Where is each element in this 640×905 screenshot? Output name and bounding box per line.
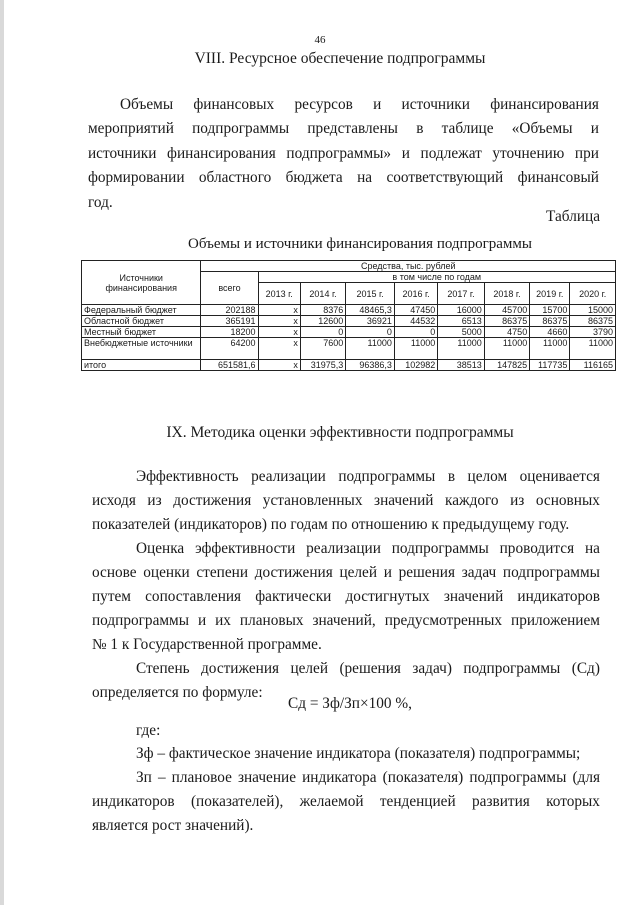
- year-value-cell: 116165: [570, 360, 616, 371]
- s9-p2-line-1: [136, 540, 600, 558]
- s8-line-4: [88, 169, 599, 187]
- year-value-cell: 11000: [570, 338, 616, 360]
- word: на: [357, 169, 373, 186]
- word: степени: [196, 564, 249, 581]
- year-value-cell: 96386,3: [346, 360, 395, 371]
- section-9-title: IX. Методика оценки эффективности подпрограммы: [166, 424, 514, 441]
- year-value-cell: 4750: [484, 327, 529, 338]
- word: «Объемы: [511, 120, 573, 137]
- definition-zp-line-2: [92, 793, 600, 811]
- year-value-cell: 5000: [438, 327, 485, 338]
- word: которых: [546, 793, 600, 810]
- word: (показателей),: [190, 793, 284, 810]
- header-year: 2014 г.: [300, 283, 345, 305]
- word: значений: [374, 492, 434, 509]
- word: путем: [92, 588, 131, 605]
- definition-zf: Зф – фактическое значение индикатора (показателя) подпрограммы;: [136, 745, 581, 762]
- word: достигнутых: [345, 588, 430, 605]
- header-year: 2015 г.: [346, 283, 395, 305]
- row-total: 64200: [201, 338, 258, 360]
- word: предусмотренных: [384, 612, 503, 629]
- word: решения: [398, 564, 456, 581]
- page-edge: [0, 0, 4, 905]
- row-source: Местный бюджет: [82, 327, 201, 338]
- s9-p2-line-3: [92, 588, 600, 606]
- year-value-cell: 3790: [570, 327, 616, 338]
- word: проводится: [499, 540, 575, 557]
- year-value-cell: 31975,3: [300, 360, 345, 371]
- year-value-cell: 44532: [394, 316, 437, 327]
- word: Зп: [136, 769, 152, 786]
- word: достижения: [173, 492, 252, 509]
- word: реализации: [251, 468, 326, 485]
- word: областного: [198, 169, 272, 186]
- year-value-cell: 4660: [530, 327, 570, 338]
- s8-line-5: год.: [88, 194, 113, 211]
- year-value-cell: 0: [346, 327, 395, 338]
- word: Оценка: [136, 540, 185, 557]
- word: Степень: [136, 660, 190, 677]
- row-total: 18200: [201, 327, 258, 338]
- row-source: Федеральный бюджет: [82, 305, 201, 316]
- word: таблице: [441, 120, 494, 137]
- word: развития: [472, 793, 530, 810]
- s9-p2-line-4: [92, 612, 600, 630]
- row-source: итого: [82, 360, 201, 371]
- word: плановых: [239, 612, 304, 629]
- word: и: [590, 120, 599, 137]
- definition-zp-line-1: [136, 769, 600, 787]
- word: подпрограммы»: [286, 145, 392, 162]
- s9-p2-line-5: № 1 к Государственной программе.: [92, 636, 322, 653]
- year-value-cell: 15700: [530, 305, 570, 316]
- header-year: 2013 г.: [258, 283, 300, 305]
- word: каждого: [445, 492, 499, 509]
- s9-p1-line-1: [136, 468, 600, 486]
- word: финансовый: [517, 169, 599, 186]
- year-value-cell: 16000: [438, 305, 485, 316]
- word: значений,: [312, 612, 376, 629]
- word: достижения: [201, 660, 280, 677]
- word: мероприятий: [88, 120, 174, 137]
- header-year: 2019 г.: [530, 283, 570, 305]
- word: достижения: [254, 564, 333, 581]
- year-value-cell: 0: [300, 327, 345, 338]
- page-number: 46: [314, 34, 326, 46]
- word: подпрограммы: [463, 660, 561, 677]
- table-caption: Объемы и источники финансирования подпрограммы: [188, 236, 532, 252]
- word: и: [197, 612, 207, 629]
- word: финансовых: [193, 96, 275, 113]
- word: реализации: [306, 540, 381, 557]
- word: фактически: [255, 588, 332, 605]
- word: финансирования: [490, 96, 599, 113]
- word: оценивается: [519, 468, 600, 485]
- year-value-cell: 15000: [570, 305, 616, 316]
- year-value-cell: 47450: [394, 305, 437, 316]
- header-by-year: в том числе по годам: [258, 272, 615, 283]
- word: на: [584, 540, 600, 557]
- s8-line-2: [88, 120, 599, 138]
- word: (для: [572, 769, 600, 786]
- word: плановое: [171, 769, 232, 786]
- table-row: [82, 305, 616, 316]
- word: Эффективность: [136, 468, 239, 485]
- row-total: 365191: [201, 316, 258, 327]
- word: при: [574, 145, 599, 162]
- word: эффективности: [195, 540, 296, 557]
- s9-p2-line-2: [92, 564, 600, 582]
- word: и: [373, 96, 382, 113]
- year-value-cell: 45700: [484, 305, 529, 316]
- word: подпрограммы: [391, 540, 489, 557]
- row-source: Областной бюджет: [82, 316, 201, 327]
- year-value-cell: 36921: [346, 316, 395, 327]
- year-value-cell: 117735: [530, 360, 570, 371]
- year-value-cell: x: [258, 305, 300, 316]
- word: ресурсов: [294, 96, 353, 113]
- table-row: [82, 338, 616, 360]
- word: подпрограммы: [92, 612, 190, 629]
- year-value-cell: 48465,3: [346, 305, 395, 316]
- table-label: Таблица: [546, 208, 600, 225]
- word: уточнению: [492, 145, 565, 162]
- header-year: 2016 г.: [394, 283, 437, 305]
- word: основе: [92, 564, 137, 581]
- word: из: [510, 492, 525, 509]
- word: исходя: [92, 492, 136, 509]
- table-row: [82, 327, 616, 338]
- word: сопоставления: [145, 588, 242, 605]
- word: бюджета: [285, 169, 343, 186]
- word: желаемой: [299, 793, 364, 810]
- section-8-title: VIII. Ресурсное обеспечение подпрограммы: [194, 50, 486, 67]
- word: целей: [339, 564, 378, 581]
- word: подпрограммы: [192, 120, 290, 137]
- year-value-cell: x: [258, 338, 300, 360]
- word: (показателя): [382, 769, 464, 786]
- header-source: Источники финансирования: [82, 261, 201, 305]
- s9-p1-line-2: [92, 492, 600, 510]
- word: соответствующий: [386, 169, 504, 186]
- word: их: [215, 612, 231, 629]
- word: в: [416, 120, 424, 137]
- definition-zp-line-3: является рост значений).: [92, 817, 254, 834]
- year-value-cell: 12600: [300, 316, 345, 327]
- word: значение: [237, 769, 296, 786]
- year-value-cell: 11000: [394, 338, 437, 360]
- word: –: [157, 769, 166, 786]
- header-year: 2018 г.: [484, 283, 529, 305]
- word: из: [147, 492, 162, 509]
- year-value-cell: 11000: [346, 338, 395, 360]
- word: индикаторов: [517, 588, 600, 605]
- word: основных: [535, 492, 600, 509]
- year-value-cell: 0: [394, 327, 437, 338]
- year-value-cell: 8376: [300, 305, 345, 316]
- year-value-cell: 86375: [570, 316, 616, 327]
- word: подпрограммы: [338, 468, 436, 485]
- s9-p3-line-2: определяется по формуле:: [92, 684, 263, 701]
- year-value-cell: 147825: [484, 360, 529, 371]
- word: целом: [467, 468, 508, 485]
- header-year: 2020 г.: [570, 283, 616, 305]
- row-source: Внебюджетные источники: [82, 338, 201, 360]
- word: источники: [401, 96, 470, 113]
- word: задач): [412, 660, 452, 677]
- year-value-cell: 6513: [438, 316, 485, 327]
- header-year: 2017 г.: [438, 283, 485, 305]
- year-value-cell: 11000: [530, 338, 570, 360]
- word: подпрограммы: [469, 769, 567, 786]
- year-value-cell: 11000: [484, 338, 529, 360]
- formula: Сд = Зф/Зп×100 %,: [288, 695, 412, 712]
- s8-line-1: [120, 96, 599, 114]
- row-total: 651581,6: [201, 360, 258, 371]
- word: задач: [461, 564, 497, 581]
- year-value-cell: x: [258, 316, 300, 327]
- word: целей: [290, 660, 329, 677]
- word: формировании: [88, 169, 185, 186]
- word: установленных: [262, 492, 363, 509]
- table-row: [82, 360, 616, 371]
- s8-line-3: [88, 145, 599, 163]
- word: и: [383, 564, 392, 581]
- year-value-cell: 38513: [438, 360, 485, 371]
- word: (Сд): [571, 660, 600, 677]
- word: и: [401, 145, 410, 162]
- word: индикатора: [302, 769, 377, 786]
- year-value-cell: 11000: [438, 338, 485, 360]
- word: тенденцией: [379, 793, 456, 810]
- year-value-cell: 86375: [530, 316, 570, 327]
- word: подлежат: [420, 145, 482, 162]
- financing-table: [81, 260, 616, 371]
- word: в: [447, 468, 456, 485]
- year-value-cell: 86375: [484, 316, 529, 327]
- word: (решения: [339, 660, 401, 677]
- s9-p1-line-3: показателей (индикаторов) по годам по отношению к предыдущему году.: [92, 516, 570, 533]
- table-row: [82, 316, 616, 327]
- word: Объемы: [120, 96, 174, 113]
- year-value-cell: 7600: [300, 338, 345, 360]
- word: финансирования: [167, 145, 276, 162]
- word: значений: [443, 588, 504, 605]
- word: оценки: [143, 564, 190, 581]
- where-label: где:: [136, 722, 161, 739]
- year-value-cell: x: [258, 327, 300, 338]
- year-value-cell: x: [258, 360, 300, 371]
- word: представлены: [307, 120, 398, 137]
- word: подпрограммы: [502, 564, 600, 581]
- header-means: Средства, тыс. рублей: [201, 261, 616, 272]
- row-total: 202188: [201, 305, 258, 316]
- word: приложением: [511, 612, 600, 629]
- financing-table-body: [82, 305, 616, 371]
- year-value-cell: 102982: [394, 360, 437, 371]
- word: индикаторов: [92, 793, 175, 810]
- s9-p3-line-1: [136, 660, 600, 678]
- word: источники: [88, 145, 157, 162]
- header-total: всего: [201, 272, 258, 305]
